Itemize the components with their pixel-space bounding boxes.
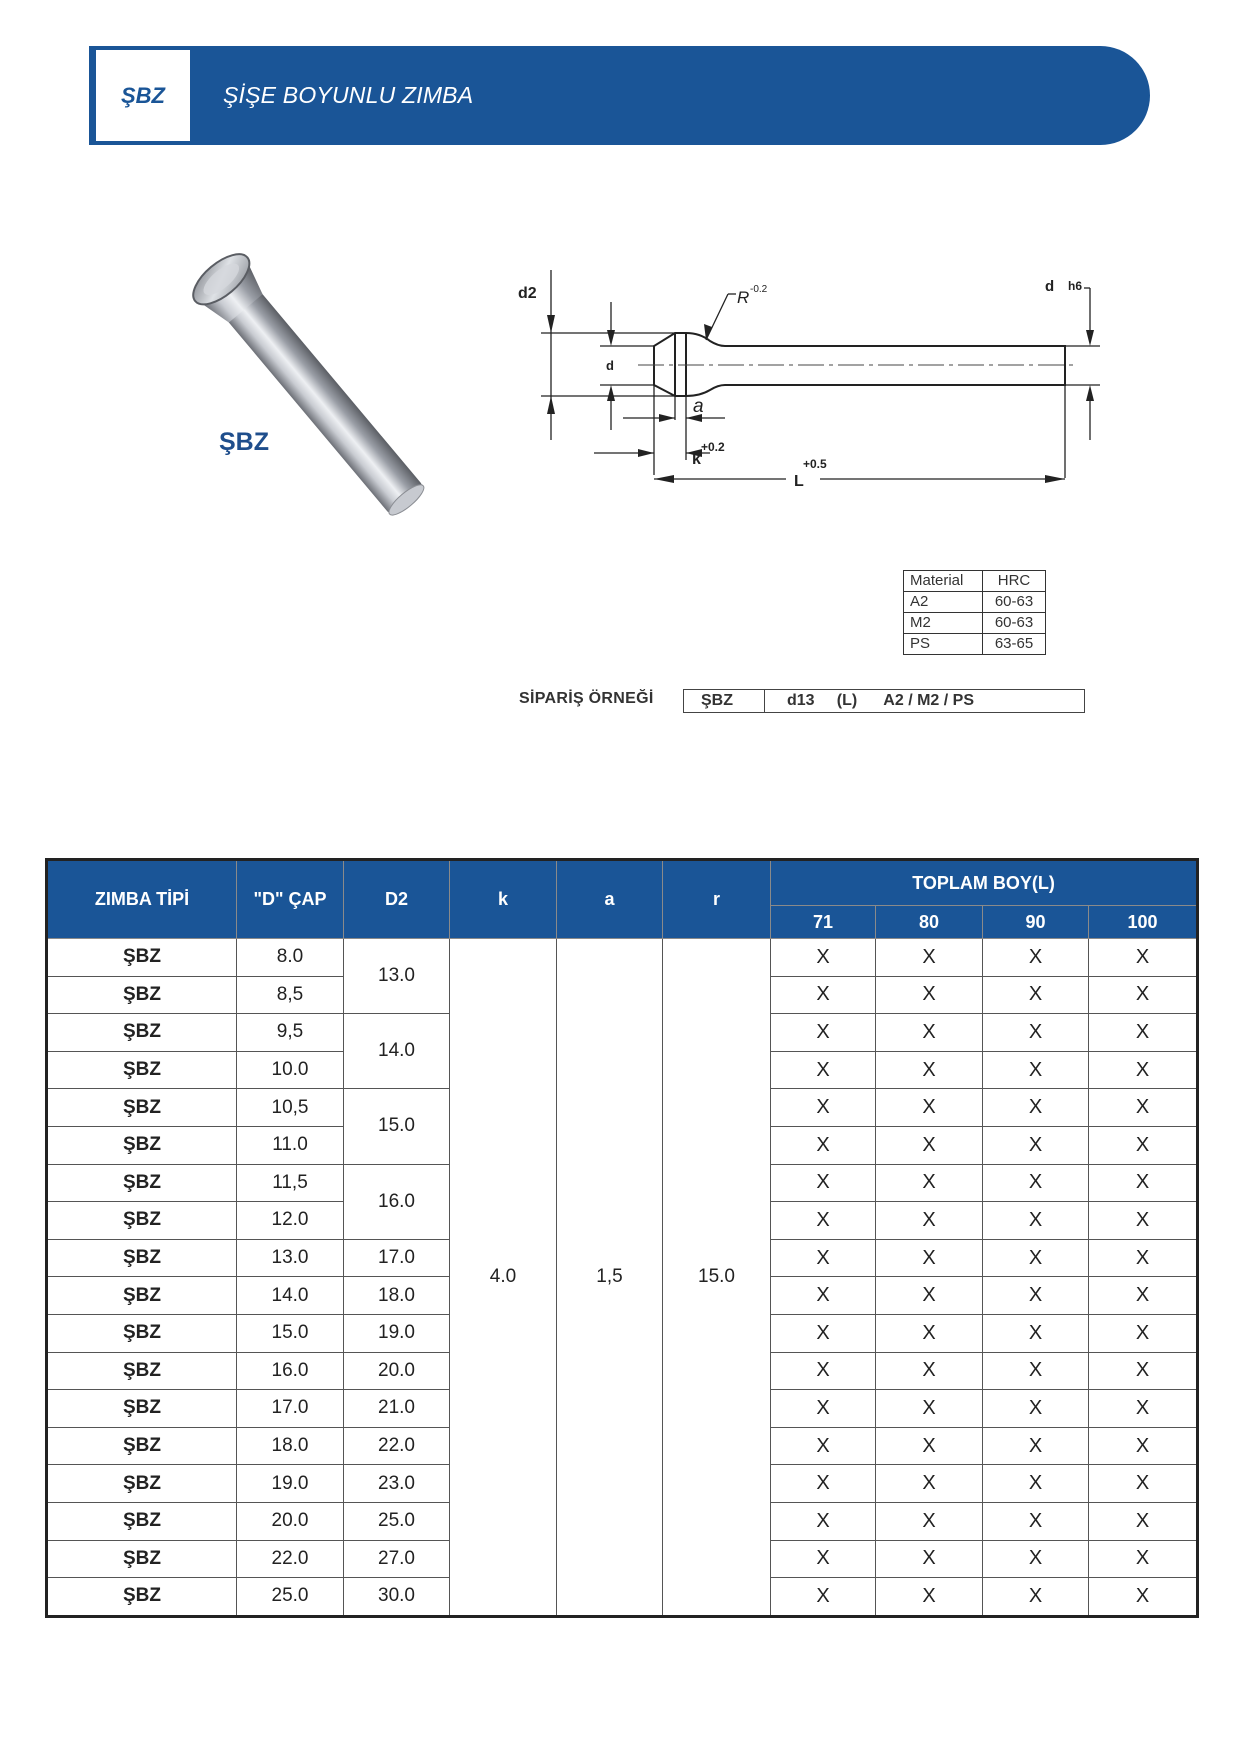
length-availability-cell: X <box>771 1014 876 1052</box>
length-availability-cell: X <box>876 1014 983 1052</box>
length-availability-cell: X <box>771 1352 876 1390</box>
length-availability-cell: X <box>876 1578 983 1617</box>
length-availability-cell: X <box>771 1089 876 1127</box>
d2-cell: 15.0 <box>344 1089 450 1164</box>
d-cell: 10.0 <box>237 1051 344 1089</box>
type-cell: ŞBZ <box>47 1390 237 1428</box>
d-cell: 16.0 <box>237 1352 344 1390</box>
length-availability-cell: X <box>876 939 983 977</box>
product-label: ŞBZ <box>219 428 269 456</box>
page-title: ŞİŞE BOYUNLU ZIMBA <box>223 82 474 108</box>
type-cell: ŞBZ <box>47 1126 237 1164</box>
d2-cell: 22.0 <box>344 1427 450 1465</box>
length-availability-cell: X <box>983 1502 1089 1540</box>
order-example-label: SİPARİŞ ÖRNEĞİ <box>519 690 654 707</box>
material-row <box>904 592 1046 613</box>
order-example-spec: d13 (L) A2 / M2 / PS <box>787 692 974 709</box>
a-cell: 1,5 <box>557 939 663 1617</box>
length-availability-cell: X <box>771 939 876 977</box>
k-tolerance: +0.2 <box>701 440 725 454</box>
material-table-header <box>904 571 1046 592</box>
length-availability-cell: X <box>876 976 983 1014</box>
d-cell: 20.0 <box>237 1502 344 1540</box>
d2-cell: 17.0 <box>344 1239 450 1277</box>
a-label: a <box>693 396 704 417</box>
r-cell: 15.0 <box>663 939 771 1617</box>
length-availability-cell: X <box>1089 1427 1198 1465</box>
type-cell: ŞBZ <box>47 1089 237 1127</box>
d-cell: 8,5 <box>237 976 344 1014</box>
length-availability-cell: X <box>876 1427 983 1465</box>
header-total-length: TOPLAM BOY(L) <box>771 860 1198 906</box>
d-cell: 25.0 <box>237 1578 344 1617</box>
type-cell: ŞBZ <box>47 1202 237 1240</box>
length-availability-cell: X <box>1089 976 1198 1014</box>
header-length-80: 80 <box>876 906 983 939</box>
length-availability-cell: X <box>983 1164 1089 1202</box>
material-header: Material <box>904 571 983 592</box>
length-availability-cell: X <box>876 1314 983 1352</box>
l-label: L <box>794 473 804 490</box>
type-cell: ŞBZ <box>47 1427 237 1465</box>
d-cell: 11,5 <box>237 1164 344 1202</box>
order-example-box <box>683 689 1085 713</box>
d-cell: 22.0 <box>237 1540 344 1578</box>
type-cell: ŞBZ <box>47 1314 237 1352</box>
type-cell: ŞBZ <box>47 1352 237 1390</box>
k-cell: 4.0 <box>450 939 557 1617</box>
length-availability-cell: X <box>1089 1164 1198 1202</box>
type-cell: ŞBZ <box>47 1239 237 1277</box>
length-availability-cell: X <box>983 1352 1089 1390</box>
d2-cell: 23.0 <box>344 1465 450 1503</box>
length-availability-cell: X <box>983 1014 1089 1052</box>
length-availability-cell: X <box>1089 1352 1198 1390</box>
length-availability-cell: X <box>876 1239 983 1277</box>
length-availability-cell: X <box>876 1126 983 1164</box>
type-cell: ŞBZ <box>47 939 237 977</box>
type-cell: ŞBZ <box>47 1502 237 1540</box>
length-availability-cell: X <box>876 1089 983 1127</box>
hrc-cell: 60-63 <box>983 613 1046 634</box>
length-availability-cell: X <box>771 1164 876 1202</box>
length-availability-cell: X <box>876 1277 983 1315</box>
d2-cell: 16.0 <box>344 1164 450 1239</box>
spec-table-body <box>47 939 1198 1617</box>
header-d2: D2 <box>344 860 450 939</box>
length-availability-cell: X <box>771 1277 876 1315</box>
length-availability-cell: X <box>1089 939 1198 977</box>
length-availability-cell: X <box>876 1164 983 1202</box>
header-length-71: 71 <box>771 906 876 939</box>
length-availability-cell: X <box>983 1465 1089 1503</box>
length-availability-cell: X <box>771 1540 876 1578</box>
title-banner <box>89 46 1150 145</box>
d-cell: 11.0 <box>237 1126 344 1164</box>
length-availability-cell: X <box>771 1051 876 1089</box>
d-cell: 13.0 <box>237 1239 344 1277</box>
length-availability-cell: X <box>983 1540 1089 1578</box>
type-cell: ŞBZ <box>47 1540 237 1578</box>
length-availability-cell: X <box>1089 1014 1198 1052</box>
d2-label: d2 <box>518 285 537 302</box>
length-availability-cell: X <box>983 1314 1089 1352</box>
type-cell: ŞBZ <box>47 1164 237 1202</box>
header-r: r <box>663 860 771 939</box>
type-cell: ŞBZ <box>47 1014 237 1052</box>
length-availability-cell: X <box>771 1578 876 1617</box>
length-availability-cell: X <box>983 939 1089 977</box>
length-availability-cell: X <box>983 1126 1089 1164</box>
d-cell: 8.0 <box>237 939 344 977</box>
length-availability-cell: X <box>771 1239 876 1277</box>
d-cell: 10,5 <box>237 1089 344 1127</box>
d2-cell: 19.0 <box>344 1314 450 1352</box>
spec-table <box>45 858 1199 1618</box>
length-availability-cell: X <box>771 1465 876 1503</box>
length-availability-cell: X <box>876 1540 983 1578</box>
material-table <box>903 570 1046 655</box>
length-availability-cell: X <box>983 1390 1089 1428</box>
length-availability-cell: X <box>771 1202 876 1240</box>
length-availability-cell: X <box>771 1390 876 1428</box>
header-length-100: 100 <box>1089 906 1198 939</box>
material-cell: A2 <box>904 592 983 613</box>
type-cell: ŞBZ <box>47 976 237 1014</box>
length-availability-cell: X <box>1089 1202 1198 1240</box>
type-cell: ŞBZ <box>47 1277 237 1315</box>
header-d: "D" ÇAP <box>237 860 344 939</box>
technical-drawing <box>500 260 1120 500</box>
length-availability-cell: X <box>1089 1314 1198 1352</box>
header-a: a <box>557 860 663 939</box>
length-availability-cell: X <box>771 1314 876 1352</box>
hrc-cell: 60-63 <box>983 592 1046 613</box>
type-cell: ŞBZ <box>47 1051 237 1089</box>
d-cell: 18.0 <box>237 1427 344 1465</box>
d-h6-label: d <box>1045 278 1055 295</box>
length-availability-cell: X <box>983 1089 1089 1127</box>
header-k: k <box>450 860 557 939</box>
d2-cell: 21.0 <box>344 1390 450 1428</box>
hrc-cell: 63-65 <box>983 634 1046 655</box>
product-code-box: ŞBZ <box>96 50 190 141</box>
length-availability-cell: X <box>876 1390 983 1428</box>
punch-body <box>185 245 437 527</box>
length-availability-cell: X <box>1089 1126 1198 1164</box>
d-label: d <box>606 358 614 373</box>
type-cell: ŞBZ <box>47 1578 237 1617</box>
length-availability-cell: X <box>876 1202 983 1240</box>
d-cell: 15.0 <box>237 1314 344 1352</box>
length-availability-cell: X <box>983 1202 1089 1240</box>
d-cell: 17.0 <box>237 1390 344 1428</box>
length-availability-cell: X <box>983 1277 1089 1315</box>
length-availability-cell: X <box>983 1578 1089 1617</box>
length-availability-cell: X <box>1089 1277 1198 1315</box>
hrc-header: HRC <box>983 571 1046 592</box>
length-availability-cell: X <box>1089 1051 1198 1089</box>
type-cell: ŞBZ <box>47 1465 237 1503</box>
length-availability-cell: X <box>1089 1540 1198 1578</box>
length-availability-cell: X <box>1089 1239 1198 1277</box>
l-tolerance: +0.5 <box>803 457 827 471</box>
d2-cell: 30.0 <box>344 1578 450 1617</box>
length-availability-cell: X <box>876 1051 983 1089</box>
length-availability-cell: X <box>983 1239 1089 1277</box>
h6-tolerance: h6 <box>1068 279 1083 293</box>
material-row <box>904 613 1046 634</box>
d2-cell: 27.0 <box>344 1540 450 1578</box>
radius-tolerance: -0.2 <box>750 284 768 295</box>
material-row <box>904 634 1046 655</box>
length-availability-cell: X <box>1089 1390 1198 1428</box>
d-cell: 12.0 <box>237 1202 344 1240</box>
spec-table-header-row <box>47 860 1198 906</box>
length-availability-cell: X <box>771 1126 876 1164</box>
length-availability-cell: X <box>771 976 876 1014</box>
dimension-arrows <box>547 315 615 414</box>
table-row <box>47 939 1198 977</box>
length-availability-cell: X <box>771 1502 876 1540</box>
punch-product-image <box>140 225 480 545</box>
length-availability-cell: X <box>1089 1502 1198 1540</box>
d2-cell: 18.0 <box>344 1277 450 1315</box>
length-availability-cell: X <box>1089 1578 1198 1617</box>
length-availability-cell: X <box>1089 1465 1198 1503</box>
d2-cell: 14.0 <box>344 1014 450 1089</box>
length-availability-cell: X <box>771 1427 876 1465</box>
d-cell: 9,5 <box>237 1014 344 1052</box>
order-example-code: ŞBZ <box>684 690 765 712</box>
d-cell: 19.0 <box>237 1465 344 1503</box>
k-label: k <box>692 451 701 468</box>
length-availability-cell: X <box>983 976 1089 1014</box>
header-length-90: 90 <box>983 906 1089 939</box>
d-cell: 14.0 <box>237 1277 344 1315</box>
header-type: ZIMBA TİPİ <box>47 860 237 939</box>
length-availability-cell: X <box>1089 1089 1198 1127</box>
d2-cell: 13.0 <box>344 939 450 1014</box>
material-cell: PS <box>904 634 983 655</box>
length-availability-cell: X <box>876 1352 983 1390</box>
material-cell: M2 <box>904 613 983 634</box>
radius-leader <box>706 294 736 340</box>
d2-cell: 20.0 <box>344 1352 450 1390</box>
length-availability-cell: X <box>983 1051 1089 1089</box>
radius-label: R <box>737 288 750 307</box>
length-availability-cell: X <box>876 1465 983 1503</box>
d2-cell: 25.0 <box>344 1502 450 1540</box>
length-availability-cell: X <box>876 1502 983 1540</box>
length-availability-cell: X <box>983 1427 1089 1465</box>
